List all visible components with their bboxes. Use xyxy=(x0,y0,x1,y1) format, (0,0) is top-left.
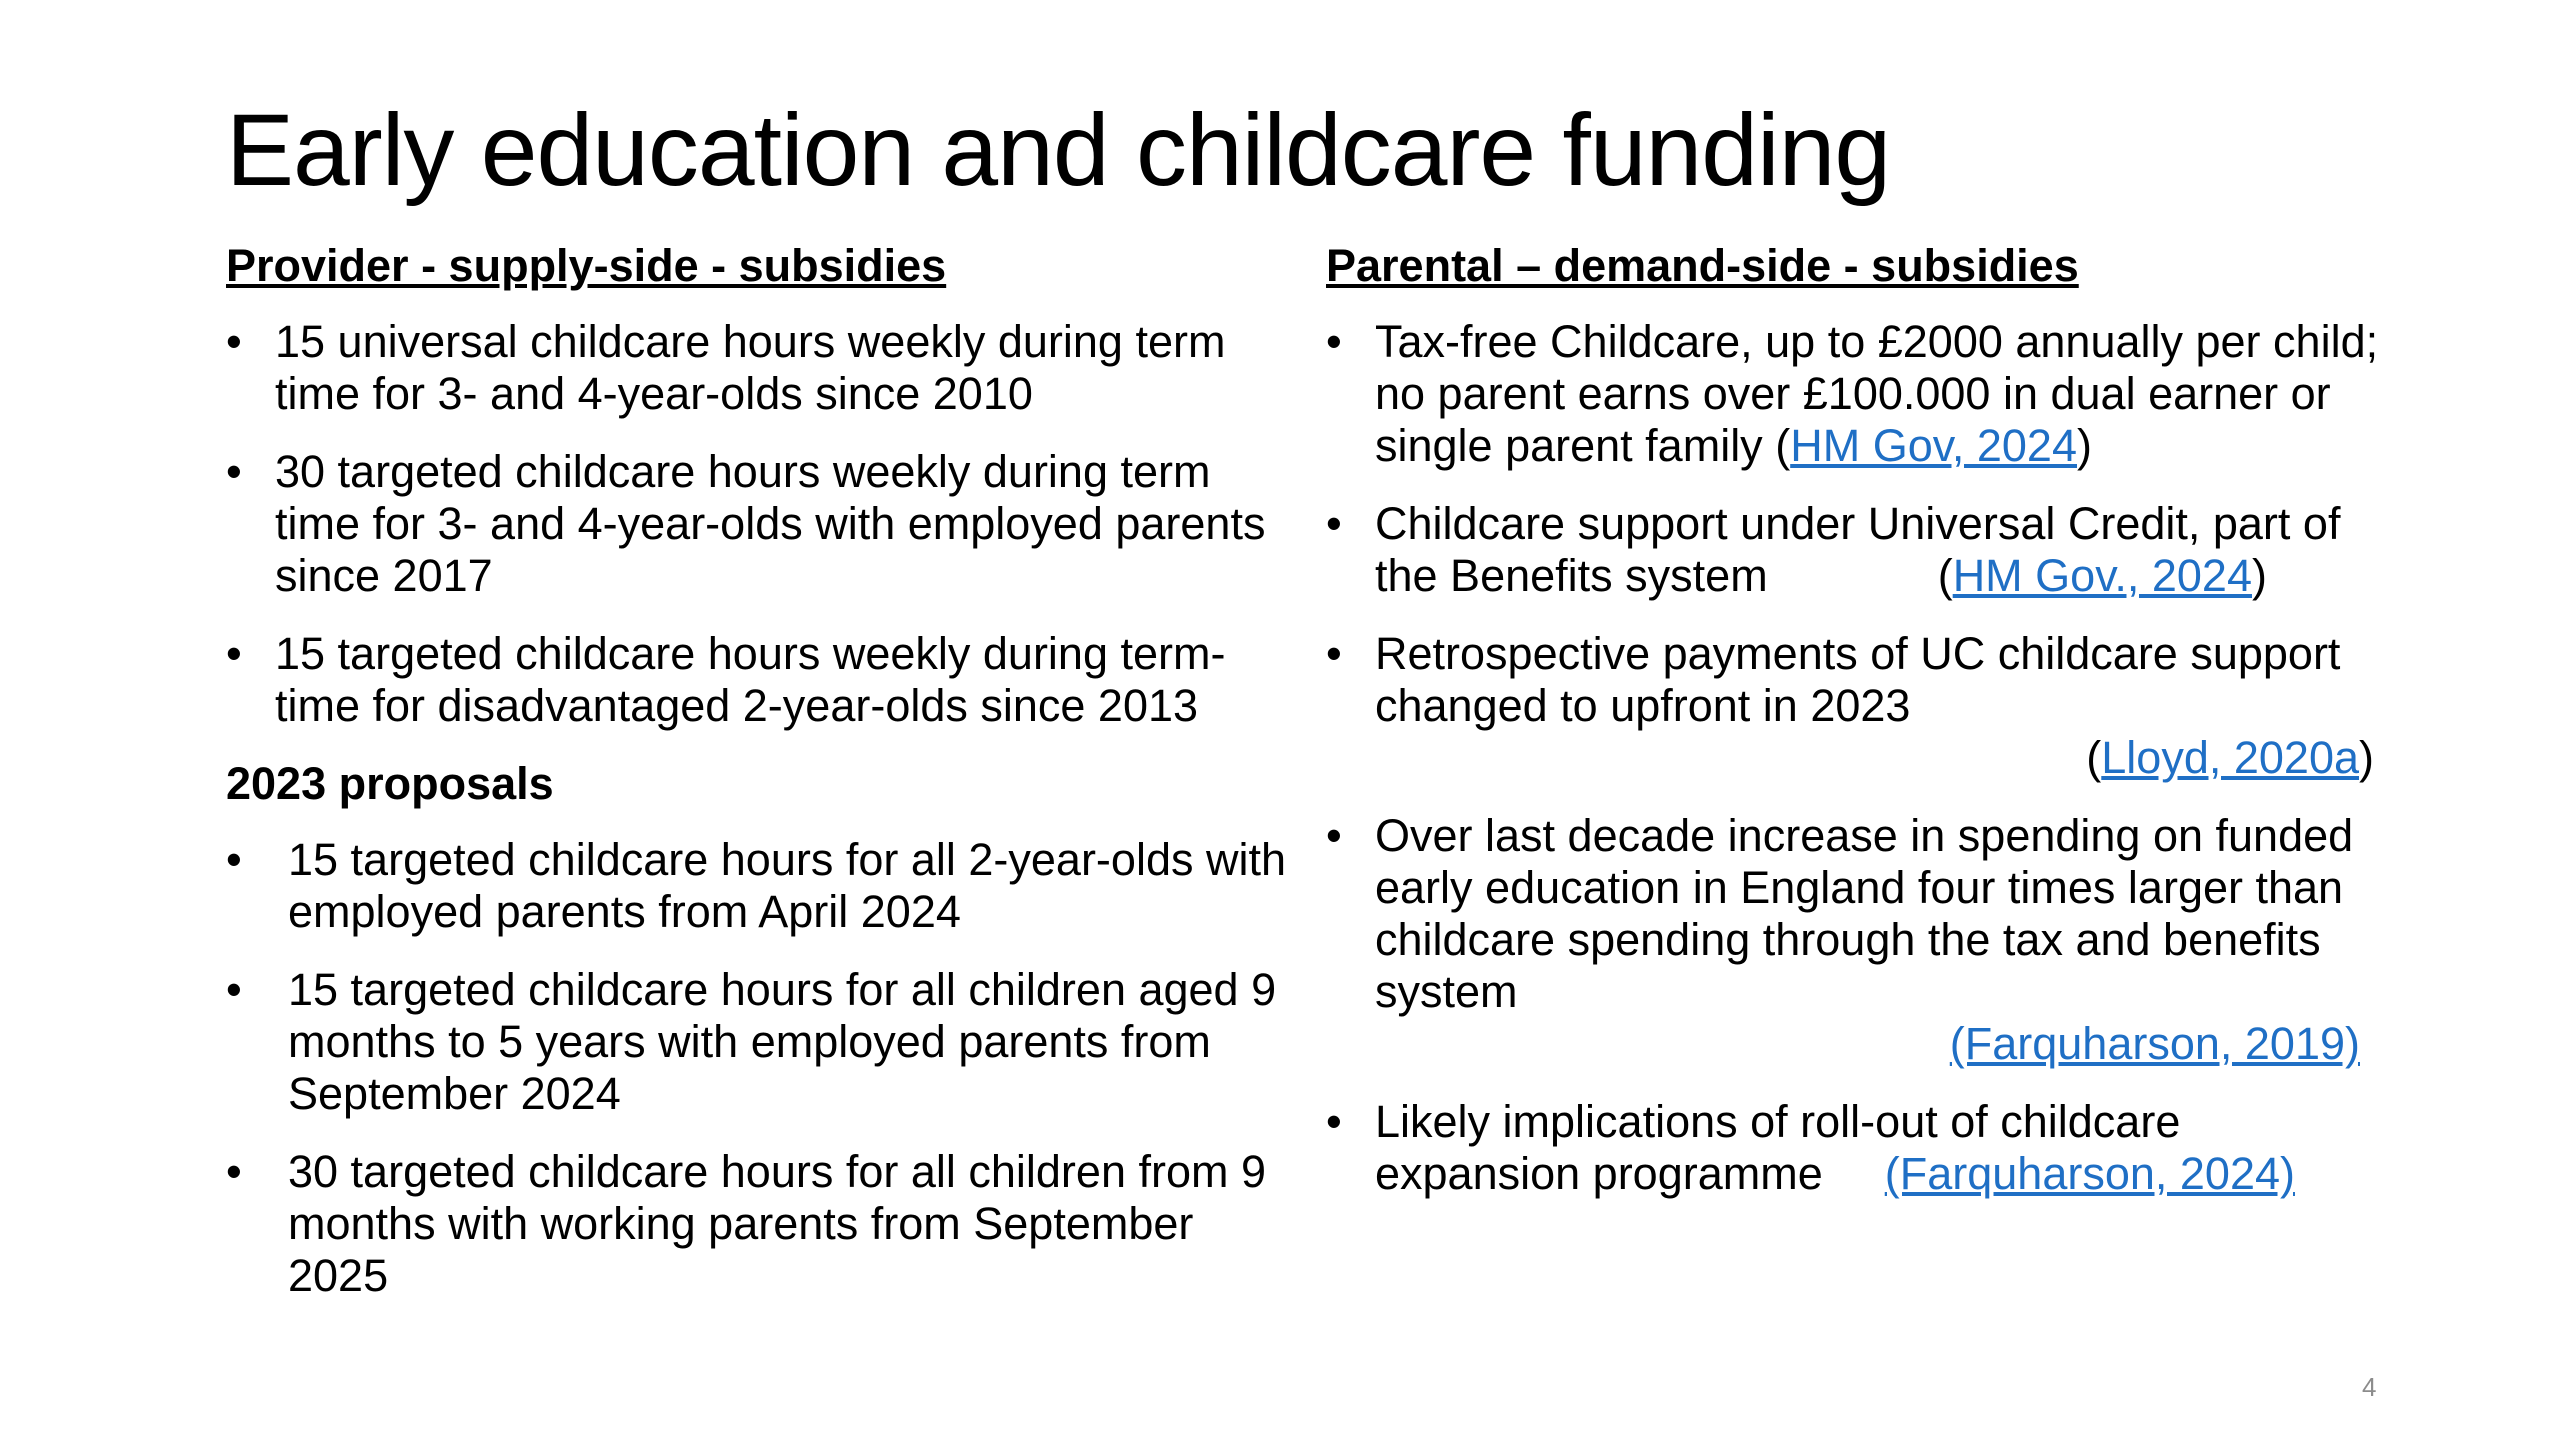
bullet-text: Likely implications of roll-out of childcare expansion programme xyxy=(1375,1096,2181,1199)
bullet-icon: • xyxy=(226,316,242,367)
list-item xyxy=(1326,498,2396,602)
citation-close-paren: ) xyxy=(2077,420,2092,471)
bullet-icon: • xyxy=(226,446,242,497)
citation-open-paren: ( xyxy=(2086,732,2102,783)
slide-title: Early education and childcare funding xyxy=(226,93,1891,207)
citation xyxy=(1375,732,2396,784)
bullet-icon: • xyxy=(1326,628,1342,679)
parental-bullet-list xyxy=(1326,316,2396,1200)
list-item xyxy=(1326,628,2396,784)
bullet-icon: • xyxy=(1326,316,1342,367)
bullet-icon: • xyxy=(1326,498,1342,549)
list-item xyxy=(226,628,1296,732)
list-item xyxy=(1326,810,2396,1070)
bullet-text: 15 targeted childcare hours weekly during term-time for disadvantaged 2-year-olds since 2013 xyxy=(275,628,1226,731)
list-item xyxy=(1326,1096,2396,1200)
left-column xyxy=(226,240,1296,1328)
bullet-icon: • xyxy=(226,628,242,679)
bullet-text: Retrospective payments of UC childcare support changed to upfront in 2023 xyxy=(1375,628,2341,731)
bullet-text: 30 targeted childcare hours weekly during term time for 3- and 4-year-olds with employed parents since 2017 xyxy=(275,446,1266,601)
provider-bullet-list xyxy=(226,316,1296,732)
citation xyxy=(1775,420,2092,471)
bullet-text: 30 targeted childcare hours for all children from 9 months with working parents from September 2025 xyxy=(288,1146,1267,1301)
list-item xyxy=(226,316,1296,420)
citation-link[interactable]: HM Gov, 2024 xyxy=(1790,420,2077,471)
citation-close-paren: ) xyxy=(2251,550,2267,601)
bullet-text: Tax-free Childcare, up to £2000 annually per child; no parent earns over £100.000 in dual earner or single parent family xyxy=(1375,316,2379,471)
citation-link[interactable]: (Farquharson, 2024) xyxy=(1884,1148,2295,1199)
citation-close-paren: ) xyxy=(2359,732,2374,783)
list-item xyxy=(1326,316,2396,472)
proposals-heading: 2023 proposals xyxy=(226,758,554,809)
proposals-bullet-list xyxy=(226,834,1296,1302)
bullet-icon: • xyxy=(226,834,242,885)
bullet-text: Childcare support under Universal Credit, part of the Benefits system xyxy=(1375,498,2341,601)
citation xyxy=(1938,550,2267,601)
list-item xyxy=(226,964,1296,1120)
citation-link[interactable]: Lloyd, 2020a xyxy=(2101,732,2359,783)
left-heading: Provider - supply-side - subsidies xyxy=(226,240,947,291)
bullet-text: Over last decade increase in spending on funded early education in England four times larger than childcare spending through the tax and benefits system xyxy=(1375,810,2354,1017)
list-item xyxy=(226,1146,1296,1302)
citation-open-paren: ( xyxy=(1937,550,1953,601)
list-item xyxy=(226,834,1296,938)
list-item xyxy=(226,446,1296,602)
bullet-icon: • xyxy=(1326,810,1342,861)
bullet-text: 15 universal childcare hours weekly during term time for 3- and 4-year-olds since 2010 xyxy=(275,316,1226,419)
bullet-icon: • xyxy=(226,964,242,1015)
bullet-text: 15 targeted childcare hours for all 2-year-olds with employed parents from April 2024 xyxy=(288,834,1286,937)
bullet-text: 15 targeted childcare hours for all children aged 9 months to 5 years with employed parents from September 2024 xyxy=(288,964,1277,1119)
citation-link[interactable]: HM Gov., 2024 xyxy=(1952,550,2252,601)
right-column xyxy=(1326,240,2396,1226)
citation-open-paren: ( xyxy=(1775,420,1791,471)
right-heading: Parental – demand-side - subsidies xyxy=(1326,240,2079,291)
bullet-icon: • xyxy=(226,1146,242,1197)
citation xyxy=(1375,1018,2396,1070)
citation-link[interactable]: (Farquharson, 2019) xyxy=(1949,1018,2360,1069)
page-number: 4 xyxy=(2362,1372,2377,1402)
bullet-icon: • xyxy=(1326,1096,1342,1147)
